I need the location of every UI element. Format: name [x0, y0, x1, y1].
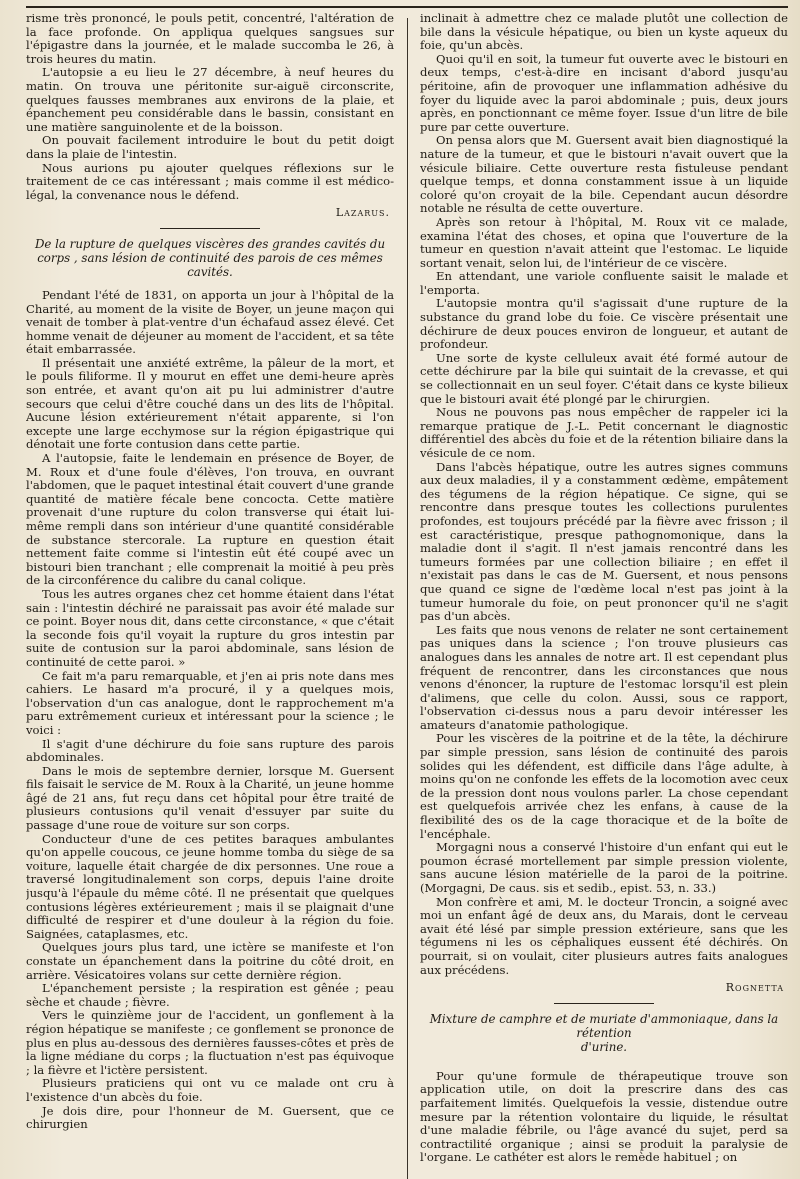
paragraph: Après son retour à l'hôpital, M. Roux vit ce malade, examina l'état des choses, et opina que l'ouverture de la tumeur en question n'avait atteint que l'estomac. Le liquide sortant venait, selon lui, de l'intérieur de ce viscère. — [420, 214, 788, 270]
paragraph: Quelques jours plus tard, une ictère se manifeste et l'on constate un épanchement dans la poitrine du côté droit, en arrière. Vésicatoires volans sur cette dernière région. — [26, 940, 394, 982]
paragraph: Morgagni nous a conservé l'histoire d'un enfant qui eut le poumon écrasé mortellement par simple pression violente, sans aucune lésion matérielle de la paroi de la poitrine. (Morgagni, De caus. sis et sedib., epist. 53, n. 33.) — [420, 840, 788, 895]
article-title-line: d'urine. — [580, 1039, 628, 1054]
article-title-line: Mixture de camphre et de muriate d'ammoniaque, dans la rétention — [429, 1011, 779, 1040]
paragraph: Les faits que nous venons de relater ne sont certainement pas uniques dans la science ; l'on trouve plusieurs cas analogues dans les annales de notre art. Il est cependant plus fréquent de rencontrer, dans les circonstances que nous venons d'énoncer, la rupture de l'estomac lorsqu'il est plein d'alimens, que celle du colon. Aussi, sous ce rapport, l'observation ci-dessus nous a paru devoir intéresser les amateurs d'anatomie pathologique. — [420, 622, 788, 732]
paragraph: Dans le mois de septembre dernier, lorsque M. Guersent fils faisait le service de M. Roux à la Charité, un jeune homme âgé de 21 ans, fut reçu dans cet hôpital pour être traité de plusieurs contusions qu'il venait d'essuyer par suite du passage d'une roue de voiture sur son corps. — [26, 763, 394, 833]
paragraph: On pouvait facilement introduire le bout du petit doigt dans la plaie de l'intestin. — [26, 133, 394, 161]
paragraph: On pensa alors que M. Guersent avait bien diagnostiqué la nature de la tumeur, et que le bistouri n'avait ouvert que la vésicule biliaire. Cette ouverture resta fistuleuse pendant quelque temps, et donna constamment issue à un liquide coloré qu'on croyait de la bile. Cependant aucun désordre notable ne résulta de cette ouverture. — [420, 133, 788, 216]
section-divider — [554, 1003, 654, 1004]
article-title: De la rupture de quelques viscères des grandes cavités du corps , sans lésion de continuité des parois de ces mêmes cavités. — [34, 236, 386, 279]
right-column — [420, 12, 788, 1179]
author-signature: Lazarus. — [335, 206, 390, 220]
paragraph: Nous aurions pu ajouter quelques réflexions sur le traitement de ce cas intéressant ; mais comme il est médico-légal, la convenance nous le défend. — [26, 160, 394, 202]
top-rule — [26, 6, 788, 8]
author-signature: Rognetta — [725, 981, 784, 995]
paragraph: Il présentait une anxiété extrême, la pâleur de la mort, et le pouls filiforme. Il y mourut en effet une demi-heure après son entrée, et avant qu'on ait pu lui administrer d'autre secours que celui d'être couché dans un des lits de l'hôpital. Aucune lésion extérieurement n'était apparente, si l'on excepte une large ecchymose sur la région épigastrique qui dénotait une forte contusion dans cette partie. — [26, 355, 394, 452]
paragraph: Mon confrère et ami, M. le docteur Troncin, a soigné avec moi un enfant âgé de deux ans, du Marais, dont le cerveau avait été lésé par simple pression extérieure, sans que les tégumens ni les os céphaliques eussent été déchirés. On pourrait, si on voulait, citer plusieurs autres faits analogues aux précédens. — [420, 894, 788, 977]
paragraph: Tous les autres organes chez cet homme étaient dans l'état sain : l'intestin déchiré ne paraissait pas avoir été malade sur ce point. Boyer nous dit, dans cette circonstance, « que c'était la seconde fois qu'il voyait la rupture du gros intestin par suite de contusion sur la paroi abdominale, sans lésion de continuité de cette paroi. » — [26, 586, 394, 669]
left-column — [26, 12, 394, 1179]
paragraph: Pour les viscères de la poitrine et de la tête, la déchirure par simple pression, sans lésion de continuité des parois solides qui les défendent, est difficile dans l'âge adulte, à moins qu'on ne confonde les effets de la locomotion avec ceux de la pression dont nous voulons parler. La chose cependant est quelquefois arrivée chez les enfans, à cause de la flexibilité des os de la cage thoracique et de la boîte de l'encéphale. — [420, 731, 788, 841]
paragraph: Quoi qu'il en soit, la tumeur fut ouverte avec le bistouri en deux temps, c'est-à-dire en incisant d'abord jusqu'au péritoine, afin de provoquer une inflammation adhésive du foyer du liquide avec la paroi abdominale ; puis, deux jours après, en ponctionnant ce même foyer. Issue d'un litre de bile pure par cette ouverture. — [420, 51, 788, 134]
paragraph: Plusieurs praticiens qui ont vu ce malade ont cru à l'existence d'un abcès du foie. — [26, 1076, 394, 1104]
paragraph: Une sorte de kyste celluleux avait été formé autour de cette déchirure par la bile qui suintait de la crevasse, et qui se collectionnait en un seul foyer. C'était dans ce kyste bilieux que le bistouri avait été plongé par le chirurgien. — [420, 350, 788, 406]
paragraph: En attendant, une variole confluente saisit le malade et l'emporta. — [420, 269, 788, 297]
column-separator — [407, 18, 408, 1179]
paragraph: Pour qu'une formule de thérapeutique trouve son application utile, on doit la prescrire dans des cas parfaitement limités. Quelquefois la vessie, distendue outre mesure par la rétention volontaire du liquide, le résultat d'une maladie fébrile, ou l'âge avancé du sujet, perd sa contractilité organique ; ainsi se produit la paralysie de l'organe. Le cathéter est alors le remède habituel ; on — [420, 1068, 788, 1165]
paragraph: Je dois dire, pour l'honneur de M. Guersent, que ce chirurgien — [26, 1103, 394, 1132]
paragraph: Conducteur d'une de ces petites baraques ambulantes qu'on appelle coucous, ce jeune homme tomba du siège de sa voiture, laquelle était chargée de dix personnes. Une roue a traversé longitudinalement son corps, depuis l'aine droite jusqu'à l'épaule du même côté. Il ne présentait que quelques contusions légères extérieurement ; mais il se plaignait d'une difficulté de respirer et d'une douleur à la région du foie. Saignées, cataplasmes, etc. — [26, 831, 394, 941]
paragraph: A l'autopsie, faite le lendemain en présence de Boyer, de M. Roux et d'une foule d'élèves, l'on trouva, en ouvrant l'abdomen, que le paquet intestinal était couvert d'une grande quantité de matière fécale bene concocta. Cette matière provenait d'une rupture du colon transverse qui était lui-même rempli dans son intérieur d'une quantité considérable de substance stercorale. La rupture en question était nettement faite comme si l'intestin eût été coupé avec un bistouri bien tranchant ; elle comprenait la moitié à peu près de la circonférence du calibre du canal colique. — [26, 451, 394, 588]
paragraph: Nous ne pouvons pas nous empêcher de rappeler ici la remarque pratique de J.-L. Petit concernant le diagnostic différentiel des abcès du foie et de la rétention biliaire dans la vésicule de ce nom. — [420, 405, 788, 460]
paragraph: risme très prononcé, le pouls petit, concentré, l'altération de la face profonde. On appliqua quelques sangsues sur l'épigastre dans la journée, et le malade succomba le 26, à trois heures du matin. — [26, 12, 394, 66]
article-title — [424, 1012, 784, 1054]
paragraph: L'autopsie montra qu'il s'agissait d'une rupture de la substance du grand lobe du foie. Ce viscère présentait une déchirure de deux pouces environ de longueur, et autant de profondeur. — [420, 296, 788, 352]
paragraph: L'autopsie a eu lieu le 27 décembre, à neuf heures du matin. On trouva une péritonite sur-aiguë circonscrite, quelques fausses membranes aux environs de la plaie, et épanchement peu considérable dans le bassin, consistant en une matière sanguinolente et de la boisson. — [26, 65, 394, 134]
paragraph: Il s'agit d'une déchirure du foie sans rupture des parois abdominales. — [26, 736, 394, 765]
paragraph: Pendant l'été de 1831, on apporta un jour à l'hôpital de la Charité, au moment de la visite de Boyer, un jeune maçon qui venait de tomber à plat-ventre d'un échafaud assez élevé. Cet homme venait de déjeuner au moment de l'accident, et sa tête était embarrassée. — [26, 287, 394, 357]
paragraph: inclinait à admettre chez ce malade plutôt une collection de bile dans la vésicule hépatique, ou bien un kyste aqueux du foie, qu'un abcès. — [420, 12, 788, 53]
paragraph: Ce fait m'a paru remarquable, et j'en ai pris note dans mes cahiers. Le hasard m'a procuré, il y a quelques mois, l'observation d'un cas analogue, dont le rapprochement m'a paru extrêmement curieux et intéressant pour la science ; le voici : — [26, 668, 394, 737]
paragraph: Dans l'abcès hépatique, outre les autres signes communs aux deux maladies, il y a constamment œdème, empâtement des tégumens de la région hépatique. Ce signe, qui se rencontre dans presque toutes les collections purulentes profondes, est toujours précédé par la fièvre avec frisson ; il est caractéristique, presque pathognomonique, dans la maladie dont il s'agit. Il n'est jamais rencontré dans les tumeurs formées par une collection biliaire ; en effet il n'existait pas dans le cas de M. Guersent, et nous pensons que quand ce signe de l'œdème local n'est pas joint à la tumeur humorale du foie, on peut prononcer qu'il ne s'agit pas d'un abcès. — [420, 459, 788, 624]
paragraph: Vers le quinzième jour de l'accident, un gonflement à la région hépatique se manifeste ; ce gonflement se prononce de plus en plus au-dessous des dernières fausses-côtes et près de la ligne médiane du corps ; la fluctuation n'est pas équivoque ; la fièvre et l'ictère persistent. — [26, 1008, 394, 1077]
paragraph: L'épanchement persiste ; la respiration est gênée ; peau sèche et chaude ; fièvre. — [26, 981, 394, 1009]
section-divider — [160, 228, 260, 229]
